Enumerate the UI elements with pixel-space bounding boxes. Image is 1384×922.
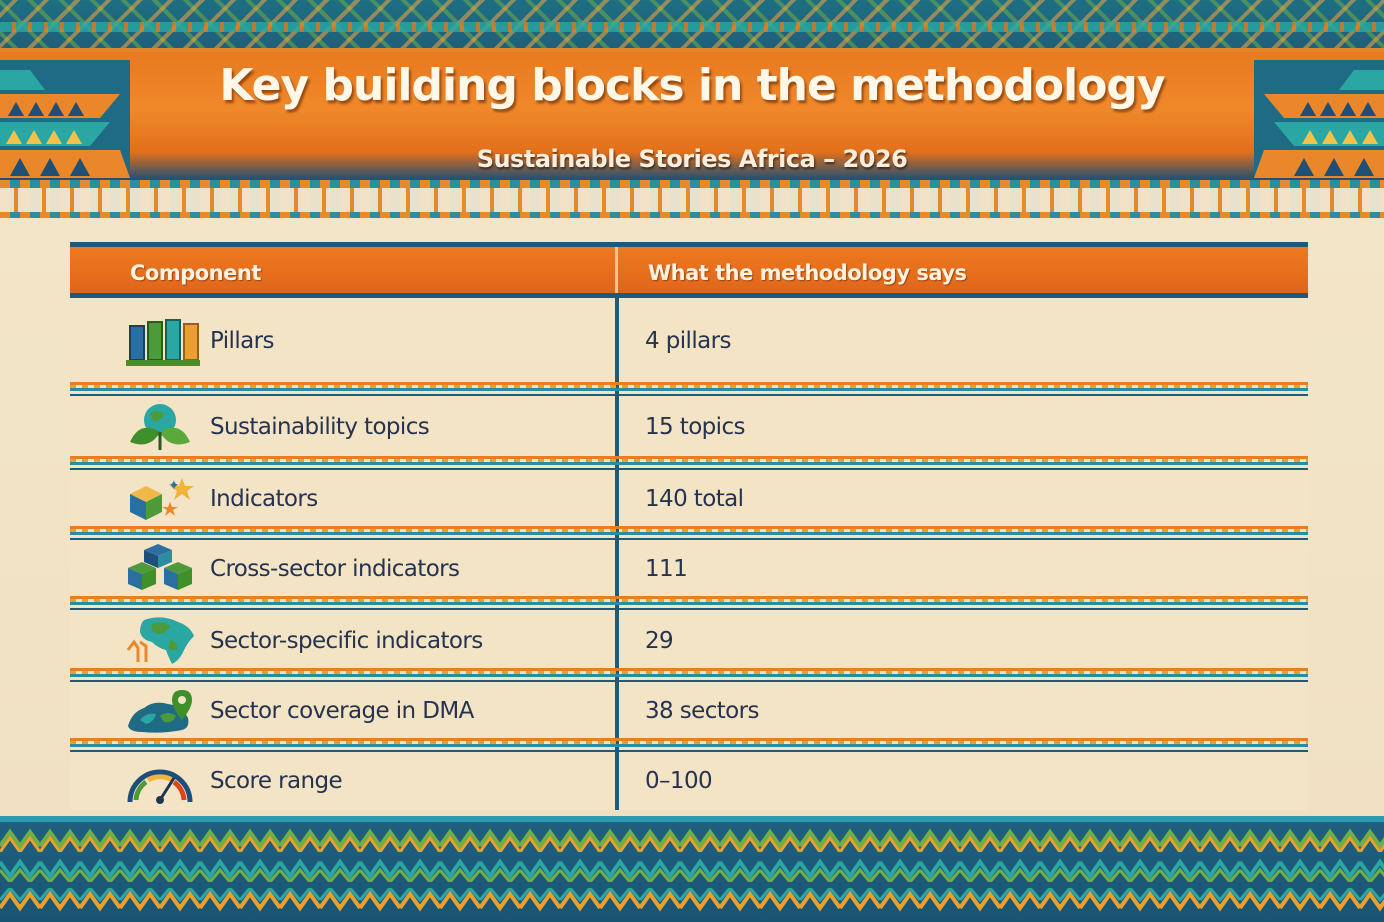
- page-title: Key building blocks in the methodology: [219, 60, 1165, 111]
- globe-leaf-icon: [124, 402, 202, 454]
- row-value: 38 sectors: [645, 698, 759, 724]
- row-component: Score range: [210, 768, 343, 794]
- header-divider: [615, 247, 618, 293]
- table-row: [70, 472, 1308, 526]
- map-pin-icon: [124, 686, 202, 738]
- row-component: Sector-specific indicators: [210, 628, 483, 654]
- gauge-icon: [124, 758, 202, 810]
- row-component: Sector coverage in DMA: [210, 698, 474, 724]
- pillars-icon: [124, 316, 202, 368]
- row-value: 140 total: [645, 486, 744, 512]
- table-row: [70, 754, 1308, 810]
- table-row: [70, 684, 1308, 738]
- table-row: [70, 398, 1308, 456]
- row-separator: [70, 668, 1308, 684]
- cubes-stars-icon: [124, 474, 202, 526]
- header-component: Component: [130, 261, 261, 285]
- row-separator: [70, 526, 1308, 542]
- row-component: Indicators: [210, 486, 318, 512]
- row-value: 15 topics: [645, 414, 745, 440]
- table-header: [70, 242, 1308, 298]
- row-separator: [70, 738, 1308, 754]
- cross-sector-cubes-icon: [124, 544, 202, 596]
- row-separator: [70, 456, 1308, 472]
- header-methodology-says: What the methodology says: [648, 261, 967, 285]
- table-row: [70, 612, 1308, 668]
- row-value: 111: [645, 556, 688, 582]
- row-value: 4 pillars: [645, 328, 731, 354]
- row-value: 0–100: [645, 768, 713, 794]
- row-component: Pillars: [210, 328, 274, 354]
- top-decorative-band: [0, 0, 1384, 52]
- row-value: 29: [645, 628, 674, 654]
- bottom-zigzag-middle: [0, 856, 1384, 882]
- row-component: Sustainability topics: [210, 414, 430, 440]
- bottom-zigzag-low: [0, 888, 1384, 914]
- row-separator: [70, 596, 1308, 612]
- bottom-decorative-band: [0, 816, 1384, 922]
- africa-map-icon: [124, 614, 202, 666]
- banner-border-pattern: [0, 180, 1384, 220]
- bottom-zigzag-top: [0, 826, 1384, 852]
- page-subtitle: Sustainable Stories Africa – 2026: [476, 145, 908, 173]
- methodology-table: [70, 242, 1308, 810]
- svg-text:✦: ✦: [168, 478, 180, 494]
- row-separator: [70, 382, 1308, 398]
- row-component: Cross-sector indicators: [210, 556, 460, 582]
- table-row: [70, 298, 1308, 382]
- table-row: [70, 542, 1308, 596]
